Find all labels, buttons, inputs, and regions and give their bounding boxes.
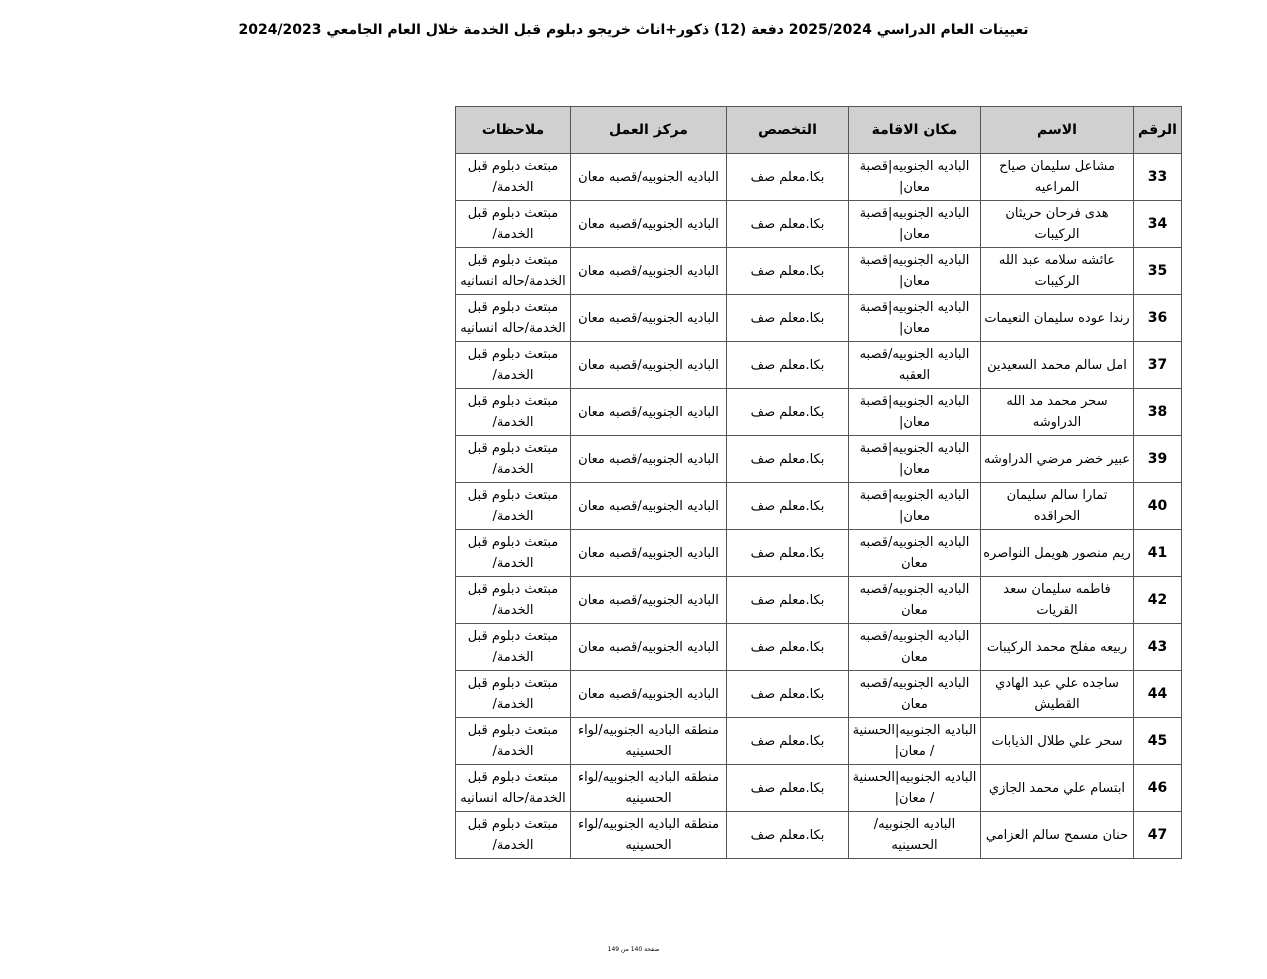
cell-residence: الباديه الجنوبيه/قصبه معان [849, 577, 981, 624]
table-row [456, 577, 1182, 624]
cell-work-center: الباديه الجنوبيه/قصبه معان [571, 577, 727, 624]
cell-notes: مبتعث دبلوم قبل الخدمة/ [456, 812, 571, 859]
cell-number: 42 [1134, 577, 1182, 624]
cell-name: ساجده علي عبد الهادي القطيش [981, 671, 1134, 718]
table-row [456, 765, 1182, 812]
cell-name: امل سالم محمد السعيدين [981, 342, 1134, 389]
cell-specialization: بكا.معلم صف [727, 154, 849, 201]
cell-specialization: بكا.معلم صف [727, 577, 849, 624]
table-header-row [456, 107, 1182, 154]
cell-notes: مبتعث دبلوم قبل الخدمة/ [456, 718, 571, 765]
cell-name: عائشه سلامه عبد الله الركيبات [981, 248, 1134, 295]
cell-residence: الباديه الجنوبيه/قصبه معان [849, 671, 981, 718]
cell-notes: مبتعث دبلوم قبل الخدمة/ [456, 201, 571, 248]
cell-specialization: بكا.معلم صف [727, 718, 849, 765]
cell-name: حنان مسمح سالم العزامي [981, 812, 1134, 859]
cell-work-center: الباديه الجنوبيه/قصبه معان [571, 624, 727, 671]
cell-number: 44 [1134, 671, 1182, 718]
cell-notes: مبتعث دبلوم قبل الخدمة/ [456, 389, 571, 436]
cell-work-center: الباديه الجنوبيه/قصبه معان [571, 436, 727, 483]
table-row [456, 530, 1182, 577]
table-row [456, 201, 1182, 248]
cell-specialization: بكا.معلم صف [727, 201, 849, 248]
cell-residence: الباديه الجنوبيه|قصبة معان| [849, 201, 981, 248]
cell-work-center: الباديه الجنوبيه/قصبه معان [571, 389, 727, 436]
cell-work-center: الباديه الجنوبيه/قصبه معان [571, 530, 727, 577]
cell-number: 45 [1134, 718, 1182, 765]
cell-residence: الباديه الجنوبيه/الحسينيه [849, 812, 981, 859]
cell-number: 47 [1134, 812, 1182, 859]
cell-name: رندا عوده سليمان النعيمات [981, 295, 1134, 342]
appointments-table-container [455, 106, 1181, 859]
cell-residence: الباديه الجنوبيه|قصبة معان| [849, 248, 981, 295]
cell-residence: الباديه الجنوبيه|قصبة معان| [849, 154, 981, 201]
cell-work-center: الباديه الجنوبيه/قصبه معان [571, 295, 727, 342]
page-number-footer: صفحة 140 من 149 [607, 946, 660, 953]
cell-specialization: بكا.معلم صف [727, 765, 849, 812]
cell-residence: الباديه الجنوبيه|قصبة معان| [849, 436, 981, 483]
cell-notes: مبتعث دبلوم قبل الخدمة/ [456, 671, 571, 718]
cell-work-center: منطقه الباديه الجنوبيه/لواء الحسينيه [571, 765, 727, 812]
cell-work-center: منطقه الباديه الجنوبيه/لواء الحسينيه [571, 718, 727, 765]
cell-work-center: الباديه الجنوبيه/قصبه معان [571, 201, 727, 248]
cell-specialization: بكا.معلم صف [727, 530, 849, 577]
cell-specialization: بكا.معلم صف [727, 295, 849, 342]
table-row [456, 436, 1182, 483]
cell-specialization: بكا.معلم صف [727, 248, 849, 295]
cell-notes: مبتعث دبلوم قبل الخدمة/ [456, 342, 571, 389]
cell-number: 38 [1134, 389, 1182, 436]
cell-work-center: منطقه الباديه الجنوبيه/لواء الحسينيه [571, 812, 727, 859]
cell-number: 43 [1134, 624, 1182, 671]
cell-notes: مبتعث دبلوم قبل الخدمة/ [456, 530, 571, 577]
header-name: الاسم [981, 107, 1134, 154]
header-notes: ملاحظات [456, 107, 571, 154]
header-residence: مكان الاقامة [849, 107, 981, 154]
cell-number: 40 [1134, 483, 1182, 530]
table-row [456, 624, 1182, 671]
cell-name: مشاعل سليمان صياح المراعيه [981, 154, 1134, 201]
cell-residence: الباديه الجنوبيه|قصبة معان| [849, 295, 981, 342]
cell-name: هدى فرحان حريثان الركيبات [981, 201, 1134, 248]
cell-name: عبير خضر مرضي الدراوشه [981, 436, 1134, 483]
cell-notes: مبتعث دبلوم قبل الخدمة/ [456, 624, 571, 671]
cell-specialization: بكا.معلم صف [727, 389, 849, 436]
header-work-center: مركز العمل [571, 107, 727, 154]
table-row [456, 718, 1182, 765]
table-row [456, 671, 1182, 718]
header-number: الرقم [1134, 107, 1182, 154]
cell-name: سحر علي طلال الذيابات [981, 718, 1134, 765]
table-body [456, 154, 1182, 859]
cell-residence: الباديه الجنوبيه|الحسنية / معان| [849, 765, 981, 812]
table-row [456, 295, 1182, 342]
cell-number: 34 [1134, 201, 1182, 248]
cell-notes: مبتعث دبلوم قبل الخدمة/ [456, 577, 571, 624]
cell-residence: الباديه الجنوبيه|قصبة معان| [849, 483, 981, 530]
cell-number: 39 [1134, 436, 1182, 483]
cell-name: ربيعه مفلح محمد الركيبات [981, 624, 1134, 671]
cell-work-center: الباديه الجنوبيه/قصبه معان [571, 671, 727, 718]
cell-work-center: الباديه الجنوبيه/قصبه معان [571, 483, 727, 530]
cell-number: 36 [1134, 295, 1182, 342]
cell-number: 41 [1134, 530, 1182, 577]
cell-specialization: بكا.معلم صف [727, 436, 849, 483]
cell-residence: الباديه الجنوبيه/قصبه معان [849, 530, 981, 577]
cell-number: 35 [1134, 248, 1182, 295]
cell-specialization: بكا.معلم صف [727, 342, 849, 389]
page-title: تعيينات العام الدراسي 2025/2024 دفعة (12) ذكور+اناث خريجو دبلوم قبل الخدمة خلال العام الجامعي 2024/2023 [238, 22, 1029, 38]
cell-residence: الباديه الجنوبيه/قصبه العقبه [849, 342, 981, 389]
header-specialization: التخصص [727, 107, 849, 154]
appointments-table [455, 106, 1182, 859]
cell-notes: مبتعث دبلوم قبل الخدمة/حاله انسانيه [456, 248, 571, 295]
cell-name: ابتسام علي محمد الجازي [981, 765, 1134, 812]
cell-name: سحر محمد مد الله الدراوشه [981, 389, 1134, 436]
table-row [456, 342, 1182, 389]
cell-residence: الباديه الجنوبيه/قصبه معان [849, 624, 981, 671]
cell-work-center: الباديه الجنوبيه/قصبه معان [571, 248, 727, 295]
cell-residence: الباديه الجنوبيه|قصبة معان| [849, 389, 981, 436]
cell-notes: مبتعث دبلوم قبل الخدمة/ [456, 154, 571, 201]
cell-work-center: الباديه الجنوبيه/قصبه معان [571, 154, 727, 201]
cell-name: ريم منصور هويمل النواصره [981, 530, 1134, 577]
cell-specialization: بكا.معلم صف [727, 624, 849, 671]
cell-number: 46 [1134, 765, 1182, 812]
cell-specialization: بكا.معلم صف [727, 671, 849, 718]
cell-number: 37 [1134, 342, 1182, 389]
cell-notes: مبتعث دبلوم قبل الخدمة/حاله انسانيه [456, 295, 571, 342]
table-row [456, 389, 1182, 436]
cell-specialization: بكا.معلم صف [727, 812, 849, 859]
cell-notes: مبتعث دبلوم قبل الخدمة/حاله انسانيه [456, 765, 571, 812]
cell-number: 33 [1134, 154, 1182, 201]
table-row [456, 248, 1182, 295]
cell-name: فاطمه سليمان سعد القريات [981, 577, 1134, 624]
cell-notes: مبتعث دبلوم قبل الخدمة/ [456, 483, 571, 530]
table-row [456, 812, 1182, 859]
cell-residence: الباديه الجنوبيه|الحسنية / معان| [849, 718, 981, 765]
cell-notes: مبتعث دبلوم قبل الخدمة/ [456, 436, 571, 483]
cell-specialization: بكا.معلم صف [727, 483, 849, 530]
table-row [456, 154, 1182, 201]
cell-name: تمارا سالم سليمان الحراقده [981, 483, 1134, 530]
table-row [456, 483, 1182, 530]
cell-work-center: الباديه الجنوبيه/قصبه معان [571, 342, 727, 389]
